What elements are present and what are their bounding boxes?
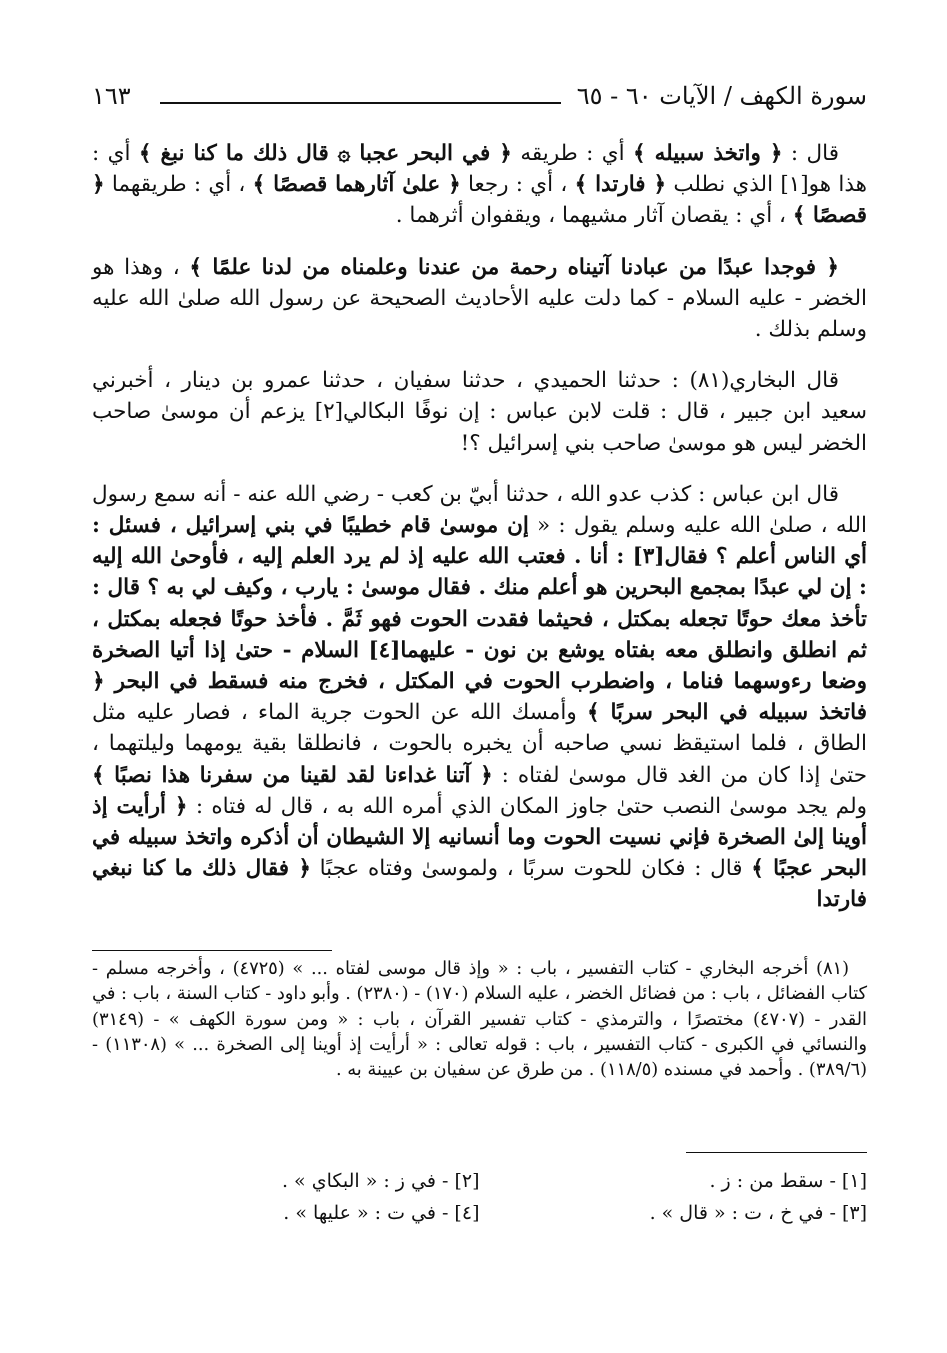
text-span: قال البخاري(٨١) : حدثنا الحميدي ، حدثنا سفيان ، حدثنا عمرو بن دينار ، أخبرني سعيد ابن جبير ، قال : قلت لابن عباس : إن نوفًا البكالي[٢] يزعم أن موسىٰ صاحب الخضر ليس هو موسىٰ صاحب بني إسرائيل ؟!: [92, 368, 867, 456]
header-rule: [160, 102, 561, 104]
text-span: قال : فكان للحوت سربًا ، ولموسىٰ وفتاه عجبًا: [310, 856, 752, 882]
paragraph: [92, 138, 867, 232]
quoted-text: ﴿ علىٰ آثارهما قصصًا ﴾: [252, 172, 461, 198]
text-span: ، أي : رجعا: [460, 172, 575, 198]
quoted-text: ﴿ آتنا غداءنا لقد لقينا من سفرنا هذا نصبًا ﴾: [92, 762, 493, 788]
quoted-text: ﴿ واتخذ سبيله ﴾: [632, 141, 783, 166]
quoted-text: إن موسىٰ قام خطيبًا في بني إسرائيل ، فسئل : أي الناس أعلم ؟ فقال[٣] : أنا . فعتب الله عليه إذ لم يرد العلم إليه ، فأوحىٰ الله إليه : إن لي عبدًا بمجمع البحرين هو أعلم منك . فقال موسىٰ : يارب ، وكيف لي به ؟ قال : تأخذ معك حوتًا تجعله بمكتل ، فحيثما فقدت الحوت فهو ثَمَّ . فأخذ حوتًا فجعله بمكتل ، ثم انطلق وانطلق معه بفتاه يوشع بن نون - عليهما[٤] السلام - حتىٰ إذا أتيا الصخرة وضعا رءوسهما فناما ، واضطرب الحوت في المكتل ، فخرج منه فسقط في البحر: [92, 513, 867, 695]
text-span: قال :: [782, 141, 839, 166]
variant-row: [92, 1202, 867, 1234]
quoted-text: ﴿ فارتدا ﴾: [574, 172, 667, 198]
quoted-text: ﴿ فوجدا عبدًا من عبادنا آتيناه رحمة من عندنا وعلمناه من لدنا علمًا ﴾: [189, 254, 839, 280]
page-number: ١٦٣: [92, 82, 131, 110]
text-span: أي : طريقه: [511, 141, 633, 166]
variants-separator: [686, 1152, 867, 1153]
text-span: ولم يجد موسىٰ النصب حتىٰ جاوز المكان الذي أمره الله به ، قال له فتاه :: [187, 793, 867, 819]
variant-note: [٢] - في ز : « البكاي » .: [281, 1170, 480, 1192]
variant-note: [١] - سقط من : ز .: [709, 1170, 867, 1192]
quoted-text: ﴿ أرأيت إذ أوينا إلىٰ الصخرة فإني نسيت الحوت وما أنسانيه إلا الشيطان أن أذكره واتخذ سبيله في البحر عجبًا ﴾: [92, 793, 868, 882]
variant-notes: [92, 1170, 867, 1234]
quoted-text: ﴿ فقال ذلك ما كنا نبغي فارتدا: [92, 856, 867, 913]
text-span: وأمسك الله عن الحوت جرية الماء ، فصار عليه مثل الطاق ، فلما استيقظ نسي صاحبه أن يخبره بالحوت ، فانطلقا بقية يومهما وليلتهما ، حتىٰ إذا كان من الغد قال موسىٰ لفتاه :: [92, 700, 867, 788]
variant-note: [٤] - في ت : « عليها » .: [283, 1202, 480, 1224]
text-span: ، أي : طريقهما: [104, 172, 253, 198]
paragraph: [92, 479, 867, 916]
variant-row: [92, 1170, 867, 1202]
text-span: قال ابن عباس : كذب عدو الله ، حدثنا أبيّ بن كعب - رضي الله عنه - أنه سمع رسول الله ، صلىٰ الله عليه وسلم يقول : «: [92, 481, 867, 539]
surah-title: سورة الكهف / الآيات ٦٠ - ٦٥: [576, 82, 867, 110]
quoted-text: ﴿ فاتخذ سبيله في البحر سربًا ﴾: [92, 669, 867, 726]
quoted-text: ﴿ قصصًا ﴾: [92, 172, 867, 229]
paragraph: [92, 365, 867, 459]
footnote-81: (٨١) أخرجه البخاري - كتاب التفسير ، باب : « وإذ قال موسى لفتاه ... » (٤٧٢٥) ، وأخرجه مسلم - كتاب الفضائل ، باب : من فضائل الخضر ، عليه السلام (١٧٠) - (٢٣٨٠) . وأبو داود - كتاب السنة ، باب : في القدر - (٤٧٠٧) مختصرًا ، والترمذي - كتاب تفسير القرآن ، باب : « ومن سورة الكهف » - (٣١٤٩) والنسائي في الكبرى - كتاب التفسير ، باب : قوله تعالى : « أرأيت إذ أوينا إلى الصخرة ... » (١١٣٠٨) - (٣٨٩/٦) . وأحمد في مسنده (١١٨/٥) . من طرق عن سفيان بن عيينة به .: [92, 958, 867, 1081]
footnote-separator: [92, 950, 332, 951]
paragraph: [92, 252, 867, 346]
text-span: ، وهذا هو الخضر - عليه السلام - كما دلت عليه الأحاديث الصحيحة عن رسول الله صلىٰ الله عليه وسلم بذلك .: [92, 254, 867, 343]
footnote-block: [92, 956, 867, 1082]
main-text: [92, 138, 867, 936]
text-span: أي : هذا هو[١] الذي نطلب: [92, 141, 867, 198]
text-span: ، أي : يقصان آثار مشيهما ، ويقفوان أثرهما .: [395, 203, 793, 229]
running-header: [92, 82, 867, 118]
variant-note: [٣] - في خ ، ت : « قال » .: [649, 1202, 867, 1224]
quoted-text: ﴿ في البحر عجبا ۞ قال ذلك ما كنا نبغ ﴾: [138, 141, 512, 166]
